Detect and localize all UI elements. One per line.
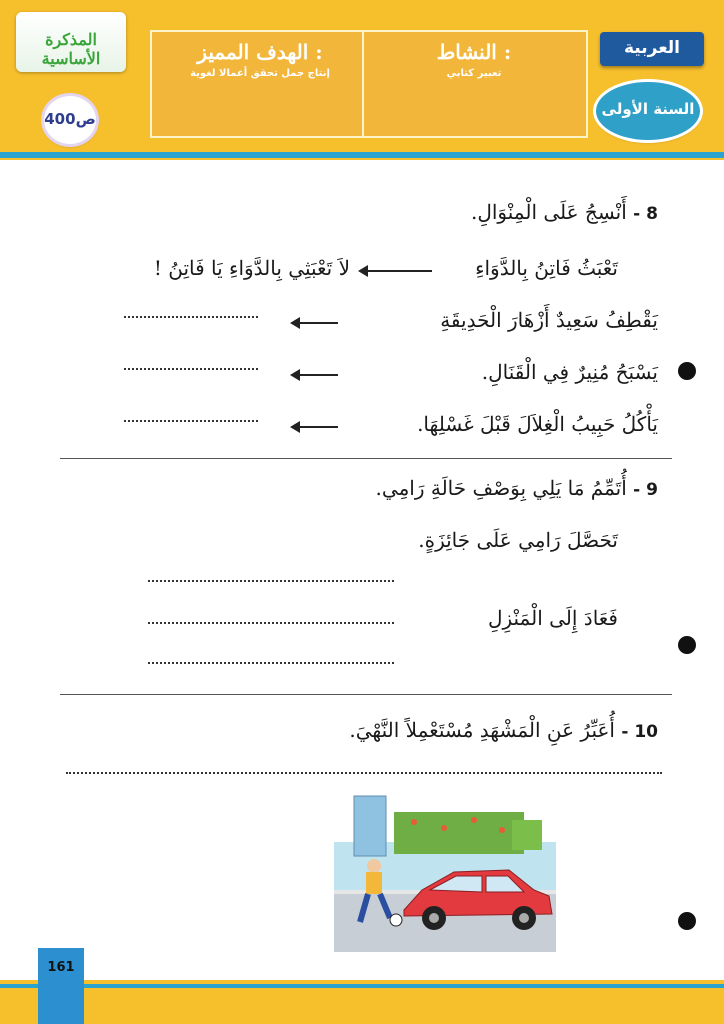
answer-blank[interactable] xyxy=(124,316,258,318)
activity-cell xyxy=(374,40,574,79)
goal-title: الهدف المميز : xyxy=(197,40,323,64)
section-divider xyxy=(60,694,672,695)
goal-cell xyxy=(160,40,360,79)
hole-punch xyxy=(678,912,696,930)
example-answer: لاَ تَعْبَثِي بِالدَّوَاءِ يَا فَاتِنُ ! xyxy=(153,256,350,280)
exercise-10-instruction: أُعَبِّرُ عَنِ الْمَشْهَدِ مُسْتَعْمِلاً النَّهْيَ. xyxy=(349,718,615,742)
activity-title: النشاط : xyxy=(436,40,512,64)
book-title-box xyxy=(16,12,126,72)
page-number-tab xyxy=(38,948,84,1024)
header-divider xyxy=(0,152,724,158)
exercise-8-instruction: أَنْسِجُ عَلَى الْمِنْوَالِ. xyxy=(470,200,627,224)
hedge xyxy=(394,812,524,854)
goal-text: إنتاج جمل تحقق أعمالا لغوية xyxy=(190,68,330,79)
scene-illustration xyxy=(334,792,556,952)
activity-text: تعبير كتابي xyxy=(446,68,502,79)
exercise-8-heading xyxy=(471,200,658,224)
exercise-9-heading xyxy=(376,476,658,500)
book-title: المذكرة الأساسية xyxy=(41,30,101,68)
exercise-9-number: 9 - xyxy=(633,480,658,500)
exercise-8-item-2: يَسْبَحُ مُنِيرٌ فِي الْقَنَالِ. xyxy=(481,360,658,384)
exercise-9-instruction: أُتَمِّمُ مَا يَلِي بِوَصْفِ حَالَةِ رَامِي. xyxy=(375,476,627,500)
answer-blank[interactable] xyxy=(148,580,394,582)
arrow-icon xyxy=(292,322,338,324)
answer-blank[interactable] xyxy=(124,420,258,422)
subject-tab xyxy=(600,32,704,66)
exercise-8-item-1: يَقْطِفُ سَعِيدٌ أَزْهَارَ الْحَدِيقَةِ xyxy=(440,308,658,332)
exercise-10-heading xyxy=(349,718,658,742)
year-badge xyxy=(596,82,700,140)
arrow-icon xyxy=(292,374,338,376)
page-code: 400ص xyxy=(44,110,96,128)
answer-blank[interactable] xyxy=(66,772,662,774)
answer-blank[interactable] xyxy=(148,662,394,664)
answer-blank[interactable] xyxy=(124,368,258,370)
answer-blank[interactable] xyxy=(148,622,394,624)
footer-divider xyxy=(0,984,724,988)
exercise-9-line-2: فَعَادَ إِلَى الْمَنْزِلِ xyxy=(487,606,618,630)
arrow-icon xyxy=(292,426,338,428)
doorway xyxy=(354,796,386,856)
bush xyxy=(512,820,542,850)
hole-punch xyxy=(678,636,696,654)
book-panel xyxy=(10,8,132,146)
hole-punch xyxy=(678,362,696,380)
year-label: السنة الأولى xyxy=(601,100,695,118)
exercise-10-number: 10 - xyxy=(621,722,658,742)
exercise-9-line-1: تَحَصَّلَ رَامِي عَلَى جَائِزَةٍ. xyxy=(418,528,618,552)
objective-divider xyxy=(362,30,364,138)
page-code-badge xyxy=(44,96,96,144)
section-divider xyxy=(60,458,672,459)
arrow-icon xyxy=(360,270,432,272)
exercise-8-number: 8 - xyxy=(633,204,658,224)
example-sentence: تَعْبَثُ فَاتِنُ بِالدَّوَاءِ xyxy=(475,256,618,280)
boy xyxy=(367,859,381,873)
subject-label: العربية xyxy=(623,38,680,58)
ball xyxy=(390,914,402,926)
page-number: 161 xyxy=(47,960,75,975)
exercise-8-item-3: يَأْكُلُ حَبِيبُ الْغِلاَلَ قَبْلَ غَسْلِهَا. xyxy=(417,412,658,436)
